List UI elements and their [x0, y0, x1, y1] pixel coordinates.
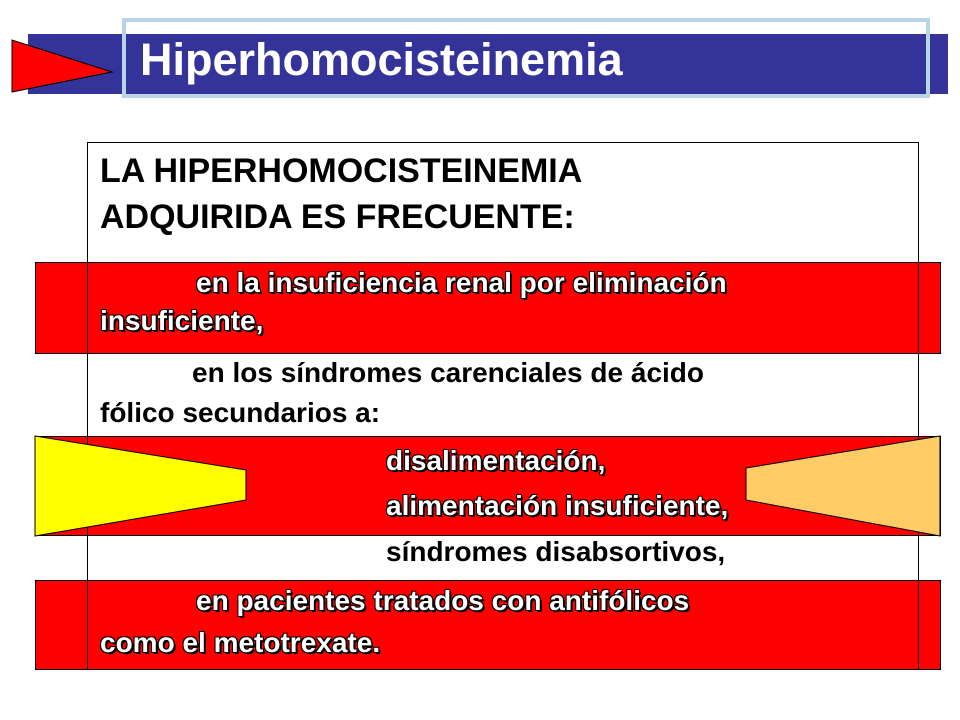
heading-line-2: ADQUIRIDA ES FRECUENTE:	[100, 198, 575, 236]
item-renal-line-1: en la insuficiencia renal por eliminación	[196, 267, 727, 298]
slide-title: Hiperhomocisteinemia	[140, 34, 623, 85]
item-disalimentacion: disalimentación,	[386, 445, 606, 476]
item-antifolicos-line-2: como el metotrexate.	[100, 627, 381, 658]
item-folico-line-1: en los síndromes carenciales de ácido	[192, 357, 704, 388]
item-folico-line-2: fólico secundarios a:	[100, 397, 381, 428]
item-renal-line-2: insuficiente,	[100, 305, 264, 336]
heading-line-1: LA HIPERHOMOCISTEINEMIA	[100, 152, 583, 190]
item-sindromes-disabsortivos: síndromes disabsortivos,	[386, 536, 726, 567]
item-antifolicos-line-1: en pacientes tratados con antifólicos	[196, 585, 690, 616]
item-alimentacion-insuficiente: alimentación insuficiente,	[386, 490, 729, 521]
